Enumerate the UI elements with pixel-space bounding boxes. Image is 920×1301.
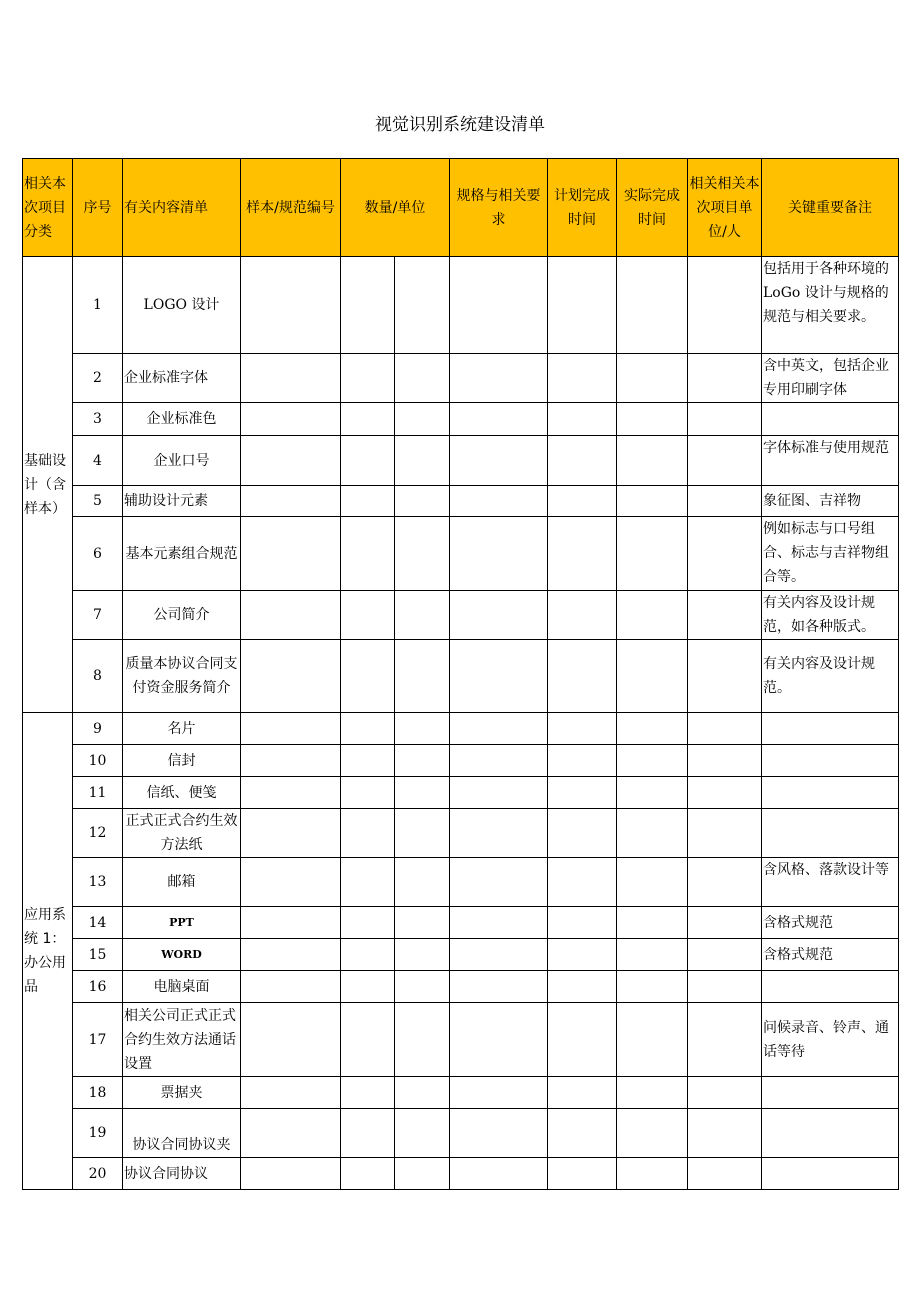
note-cell: 有关内容及设计规范，如各种版式。 <box>762 591 899 640</box>
header-row <box>23 159 899 257</box>
header-actual: 实际完成时间 <box>617 159 688 257</box>
item-cell: 企业标准色 <box>123 403 241 436</box>
item-cell: 相关公司正式正式合约生效方法通话设置 <box>123 1003 241 1077</box>
note-cell: 问候录音、铃声、通话等待 <box>762 1003 899 1077</box>
checklist-table <box>22 158 899 1190</box>
table-row <box>23 257 899 354</box>
note-cell <box>762 713 899 745</box>
item-cell: 质量本协议合同支付资金服务简介 <box>123 640 241 713</box>
seq-cell: 15 <box>73 939 123 971</box>
seq-cell: 18 <box>73 1077 123 1109</box>
note-cell <box>762 403 899 436</box>
note-cell: 含风格、落款设计等 <box>762 858 899 907</box>
seq-cell: 14 <box>73 907 123 939</box>
table-row <box>23 403 899 436</box>
item-cell: 企业口号 <box>123 436 241 486</box>
note-cell <box>762 1158 899 1190</box>
item-cell: 电脑桌面 <box>123 971 241 1003</box>
seq-cell: 3 <box>73 403 123 436</box>
header-unit: 相关相关本次项目单位/人 <box>688 159 762 257</box>
seq-cell: 8 <box>73 640 123 713</box>
note-cell <box>762 1109 899 1158</box>
header-planned: 计划完成时间 <box>548 159 617 257</box>
item-cell: LOGO 设计 <box>123 257 241 354</box>
note-cell <box>762 971 899 1003</box>
header-spec: 规格与相关要求 <box>450 159 548 257</box>
seq-cell: 10 <box>73 745 123 777</box>
page-title: 视觉识别系统建设清单 <box>375 115 545 135</box>
table-row <box>23 777 899 809</box>
seq-cell: 17 <box>73 1003 123 1077</box>
seq-cell: 1 <box>73 257 123 354</box>
header-sample: 样本/规范编号 <box>241 159 341 257</box>
item-cell: 正式正式合约生效方法纸 <box>123 809 241 858</box>
table-row <box>23 713 899 745</box>
item-cell: 协议合同协议 <box>123 1158 241 1190</box>
table-row <box>23 517 899 591</box>
table-row <box>23 907 899 939</box>
seq-cell: 16 <box>73 971 123 1003</box>
table-row <box>23 354 899 403</box>
seq-cell: 7 <box>73 591 123 640</box>
note-cell: 象征图、吉祥物 <box>762 486 899 517</box>
note-cell <box>762 777 899 809</box>
table-row <box>23 939 899 971</box>
header-notes: 关键重要备注 <box>762 159 899 257</box>
table-row <box>23 971 899 1003</box>
table-row <box>23 1003 899 1077</box>
table-row <box>23 640 899 713</box>
item-cell: 企业标准字体 <box>123 354 241 403</box>
item-cell: 信封 <box>123 745 241 777</box>
seq-cell: 9 <box>73 713 123 745</box>
note-cell: 含格式规范 <box>762 907 899 939</box>
item-cell: 协议合同协议夹 <box>123 1109 241 1158</box>
item-cell: 名片 <box>123 713 241 745</box>
item-cell: 辅助设计元素 <box>123 486 241 517</box>
item-cell: 票据夹 <box>123 1077 241 1109</box>
item-cell: PPT <box>123 907 241 939</box>
item-cell: WORD <box>123 939 241 971</box>
table-row <box>23 486 899 517</box>
note-cell: 含格式规范 <box>762 939 899 971</box>
item-cell: 基本元素组合规范 <box>123 517 241 591</box>
item-cell: 公司简介 <box>123 591 241 640</box>
table-row <box>23 1077 899 1109</box>
seq-cell: 5 <box>73 486 123 517</box>
header-category: 相关本次项目分类 <box>23 159 73 257</box>
table-row <box>23 1109 899 1158</box>
table-row <box>23 745 899 777</box>
header-seq: 序号 <box>73 159 123 257</box>
note-cell: 有关内容及设计规范。 <box>762 640 899 713</box>
note-cell: 例如标志与口号组合、标志与吉祥物组合等。 <box>762 517 899 591</box>
seq-cell: 4 <box>73 436 123 486</box>
note-cell: 包括用于各种环境的 LoGo 设计与规格的规范与相关要求。 <box>762 257 899 354</box>
header-content: 有关内容清单 <box>123 159 241 257</box>
seq-cell: 11 <box>73 777 123 809</box>
seq-cell: 6 <box>73 517 123 591</box>
note-cell <box>762 809 899 858</box>
note-cell <box>762 745 899 777</box>
seq-cell: 19 <box>73 1109 123 1158</box>
table-row <box>23 809 899 858</box>
note-cell: 字体标准与使用规范 <box>762 436 899 486</box>
table-row <box>23 591 899 640</box>
item-cell: 邮箱 <box>123 858 241 907</box>
seq-cell: 13 <box>73 858 123 907</box>
table-row <box>23 436 899 486</box>
item-cell: 信纸、便笺 <box>123 777 241 809</box>
note-cell <box>762 1077 899 1109</box>
table-row <box>23 858 899 907</box>
seq-cell: 2 <box>73 354 123 403</box>
header-quantity: 数量/单位 <box>341 159 450 257</box>
seq-cell: 20 <box>73 1158 123 1190</box>
note-cell: 含中英文，包括企业专用印刷字体 <box>762 354 899 403</box>
table-row <box>23 1158 899 1190</box>
seq-cell: 12 <box>73 809 123 858</box>
category-cell: 应用系统 1：办公用品 <box>23 713 73 1190</box>
category-cell: 基础设计（含样本） <box>23 257 73 713</box>
